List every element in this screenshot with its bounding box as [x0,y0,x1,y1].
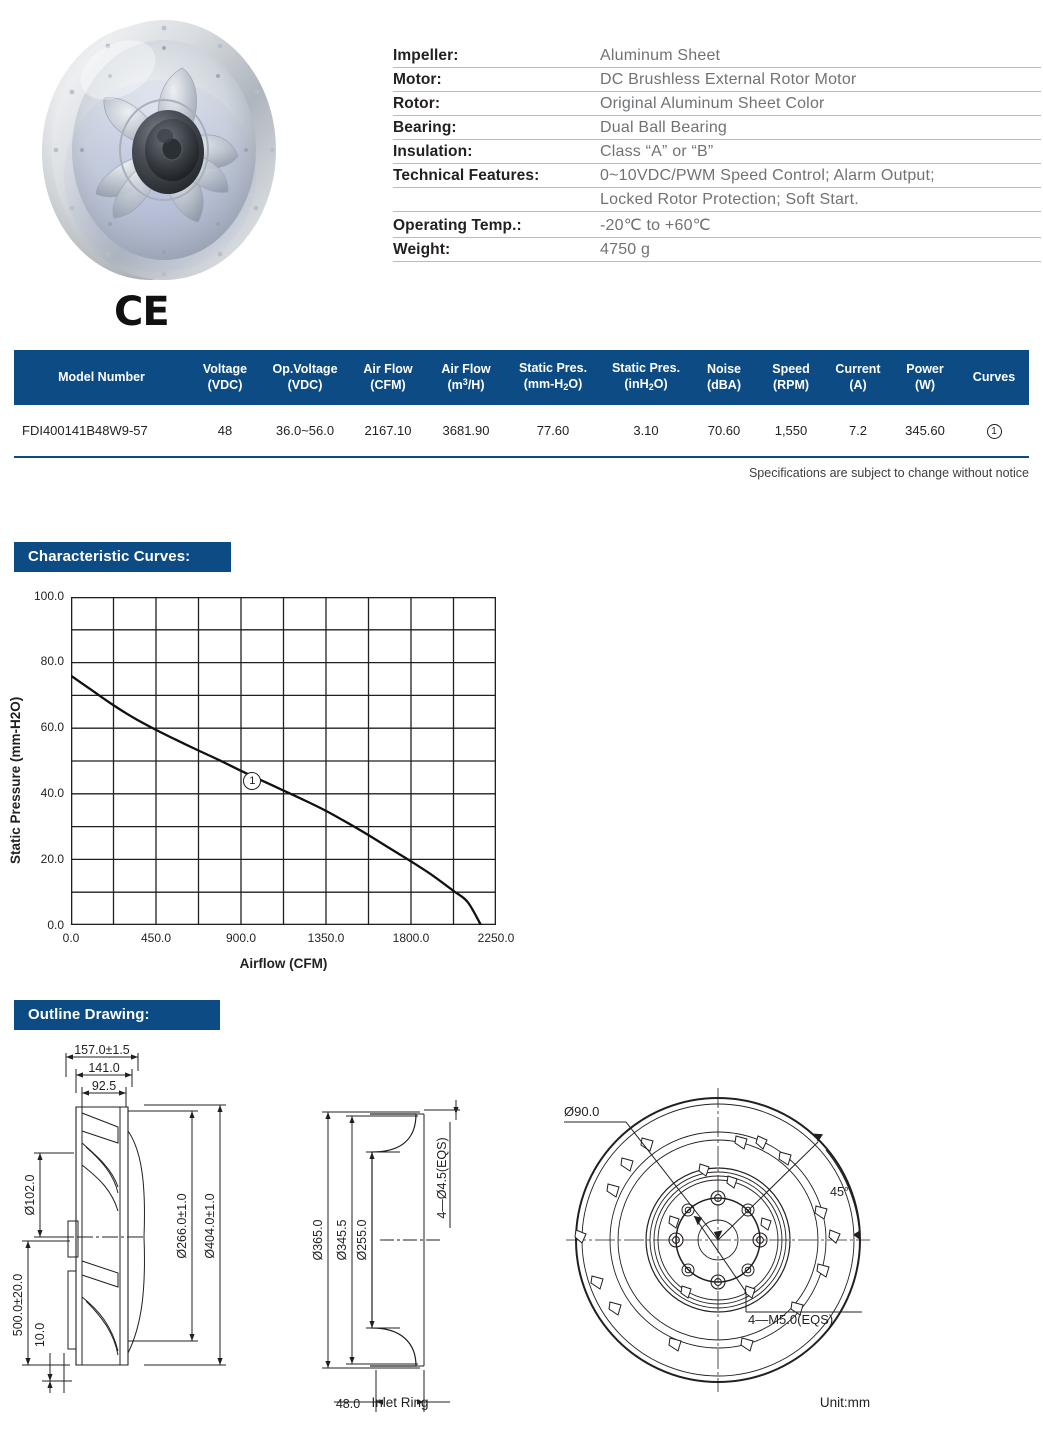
header-line1: Power [906,361,944,376]
header-line1: Noise [706,361,742,376]
y-tick-label: 60.0 [40,720,64,734]
dim-266: Ø266.0±1.0 [175,1193,189,1259]
dim-404: Ø404.0±1.0 [203,1193,217,1259]
section-header-outline-drawing: Outline Drawing: [14,1000,220,1030]
header-line1: Speed [772,361,810,376]
cell-speed: 1,550 [757,405,825,457]
cell-model: FDI400141B48W9-57 [14,405,189,457]
column-header-noise [691,350,757,405]
dim-92-5: 92.5 [91,1079,117,1093]
header-line1: Air Flow [441,361,491,376]
header-line1: Static Pres. [611,361,681,375]
header-line1: Curves [972,369,1016,384]
spec-label: Insulation: [393,140,600,164]
cell-noise: 70.60 [691,405,757,457]
header-line1: Static Pres. [518,361,588,375]
header-line2: (W) [914,377,936,392]
x-tick-label: 0.0 [62,931,80,945]
column-header-airflow-m3h [427,350,505,405]
spec-row [393,44,1041,68]
spec-value: 4750 g [600,238,1041,262]
y-tick-label: 20.0 [40,852,64,866]
ce-mark-icon: CE [114,289,169,335]
cell-airflow-cfm: 2167.10 [349,405,427,457]
spec-value: Class “A” or “B” [600,140,1041,164]
spec-label: Impeller: [393,44,600,68]
column-header-op-voltage [261,350,349,405]
cell-static-pres-mm: 77.60 [505,405,601,457]
inlet-ring-caption: Inlet Ring [371,1395,429,1410]
dim-4-m5-eqs: 4—M5.0(EQS) [748,1312,834,1327]
cell-op-voltage: 36.0~56.0 [261,405,349,457]
specifications-table [393,44,1041,262]
dim-157: 157.0±1.5 [74,1043,130,1057]
spec-value: 0~10VDC/PWM Speed Control; Alarm Output; [600,164,1041,188]
spec-row [393,212,1041,238]
spec-value: Locked Rotor Protection; Soft Start. [600,188,1041,212]
cell-airflow-m3h: 3681.90 [427,405,505,457]
dim-345-5: Ø345.5 [335,1219,349,1261]
header-line1: Model Number [58,369,145,384]
dim-365: Ø365.0 [311,1219,325,1261]
centrifugal-fan-impeller-photo [32,16,280,284]
product-overview-section [0,0,1043,335]
spec-value: Dual Ball Bearing [600,116,1041,140]
x-tick-label: 1350.0 [307,931,345,945]
header-line1: Voltage [202,361,248,376]
spec-value: Original Aluminum Sheet Color [600,92,1041,116]
spec-row [393,164,1041,188]
dim-500: 500.0±20.0 [11,1273,25,1337]
dim-4-45-eqs: 4—Ø4.5(EQS) [435,1137,449,1219]
x-tick-label: 1800.0 [392,931,430,945]
model-parameter-table [14,350,1029,458]
y-tick-label: 80.0 [40,654,64,668]
header-line1: Op.Voltage [272,361,338,376]
column-header-voltage [189,350,261,405]
dim-141: 141.0 [88,1061,120,1075]
header-line2: $(m^3/H)$ [447,376,485,392]
spec-label: Motor: [393,68,600,92]
column-header-airflow-cfm [349,350,427,405]
spec-row [393,68,1041,92]
front-view [530,1080,910,1410]
spec-value: -20℃ to +60℃ [600,212,1041,238]
y-tick-label: 100.0 [33,589,64,603]
spec-row [393,92,1041,116]
header-line2: $(mm-H_2O)$ [523,377,583,392]
column-header-model [14,350,189,405]
column-header-curves [959,350,1029,405]
y-tick-label: 0.0 [47,918,64,932]
curve-index-badge: 1 [987,424,1002,439]
spec-row-continuation [393,188,1041,212]
header-line2: (VDC) [287,377,323,392]
spec-label-empty [393,188,600,212]
spec-label: Rotor: [393,92,600,116]
spec-label: Operating Temp.: [393,212,600,238]
spec-row [393,140,1041,164]
section-header-characteristic-curves: Characteristic Curves: [14,542,231,572]
header-line2: (VDC) [207,377,243,392]
cell-static-pres-in: 3.10 [601,405,691,457]
spec-value: DC Brushless External Rotor Motor [600,68,1041,92]
cell-power: 345.60 [891,405,959,457]
dim-10: 10.0 [33,1322,47,1348]
chart-series-annotation-1: 1 [243,772,261,790]
spec-label: Technical Features: [393,164,600,188]
x-tick-label: 900.0 [225,931,257,945]
header-line1: Current [835,361,881,376]
dim-90: Ø90.0 [564,1104,600,1119]
column-header-static-pres-mm [505,350,601,405]
header-line2: (RPM) [772,377,810,392]
cell-current: 7.2 [825,405,891,457]
specs-disclaimer: Specifications are subject to change without notice [748,466,1029,480]
spec-row [393,238,1041,262]
dim-48: 48.0 [335,1397,361,1411]
spec-label: Weight: [393,238,600,262]
header-line2: (CFM) [370,377,406,392]
header-line2: (dBA) [706,377,741,392]
product-photo-block [18,14,298,335]
column-header-power [891,350,959,405]
dim-102: Ø102.0 [23,1174,37,1216]
column-header-speed [757,350,825,405]
table-header-row [14,350,1029,405]
chart-plot-area [71,597,496,925]
cell-voltage: 48 [189,405,261,457]
unit-caption: Unit:mm [819,1395,871,1410]
spec-value: Aluminum Sheet [600,44,1041,68]
x-tick-label: 2250.0 [477,931,515,945]
spec-row [393,116,1041,140]
outline-drawing-section [0,1035,1043,1435]
spec-label: Bearing: [393,116,600,140]
header-line1: Air Flow [363,361,413,376]
side-section-view [8,1035,258,1430]
y-tick-label: 40.0 [40,786,64,800]
dim-45-deg: 45° [830,1185,849,1199]
column-header-current [825,350,891,405]
chart-x-axis-label: Airflow (CFM) [239,956,328,971]
dim-255: Ø255.0 [355,1219,369,1261]
header-line2: (inH$_2$O) [624,377,668,392]
chart-y-axis-label: Static Pressure (mm-H2O) [8,696,23,864]
x-tick-label: 450.0 [140,931,172,945]
column-header-static-pres-in [601,350,691,405]
characteristic-curve-chart [71,597,496,925]
cell-curves [959,405,1029,457]
header-line2: (A) [849,377,867,392]
table-row [14,405,1029,457]
